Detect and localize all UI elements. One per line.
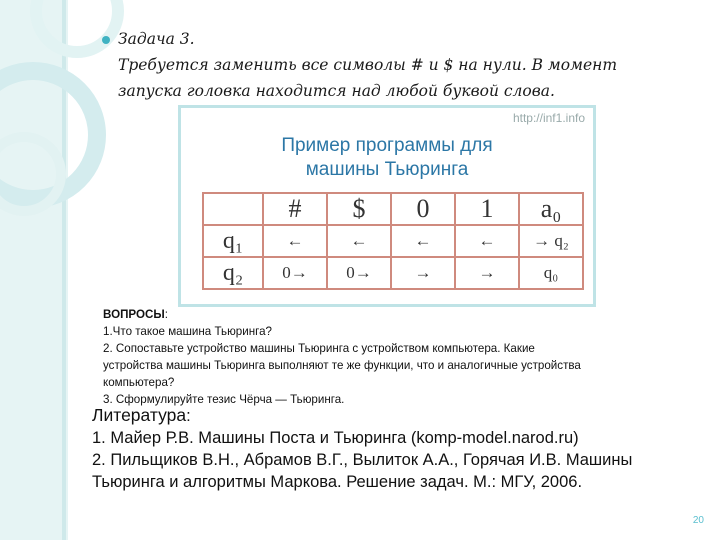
table-row (203, 225, 583, 257)
table-cell: q₀ (519, 257, 583, 289)
questions-block (103, 306, 703, 408)
state-cell: q₁ (203, 225, 263, 257)
figure-title: Пример программы для машины Тьюринга (281, 135, 493, 180)
turing-table (202, 192, 584, 290)
table-cell: ← (263, 225, 327, 257)
table-cell: 0→ (327, 257, 391, 289)
task-block (118, 26, 678, 104)
table-header-cell: a₀ (519, 193, 583, 225)
table-header-cell: # (263, 193, 327, 225)
literature-title: Литература (92, 405, 187, 425)
question-line: 1.Что такое машина Тьюринга? (103, 325, 272, 338)
turing-program-figure (178, 105, 596, 307)
page-number: 20 (692, 515, 704, 526)
literature-item: 1. Майер Р.В. Машины Поста и Тьюринга (komp-model.narod.ru) (92, 429, 579, 447)
literature-block (92, 404, 712, 493)
question-line: 2. Сопоставьте устройство машины Тьюринга с устройством компьютера. Какие (103, 342, 535, 355)
table-cell: ← (327, 225, 391, 257)
state-cell: q₂ (203, 257, 263, 289)
figure-watermark-url: http://inf1.info (512, 111, 585, 125)
literature-item: Тьюринга и алгоритмы Маркова. Решение задач. М.: МГУ, 2006. (92, 473, 583, 491)
questions-title-line: ВОПРОСЫ: (103, 308, 168, 321)
task-text-line: Требуется заменить все символы # и $ на нули. В момент (118, 56, 618, 74)
table-row (203, 257, 583, 289)
task-title: Задача 3. (118, 30, 195, 48)
table-cell: ← (455, 225, 519, 257)
table-cell: ← (391, 225, 455, 257)
table-header-cell: 0 (391, 193, 455, 225)
question-line: устройства машины Тьюринга выполняют те же функции, что и аналогичные устройства (103, 359, 581, 372)
table-cell: → (391, 257, 455, 289)
table-header-cell: 1 (455, 193, 519, 225)
question-line: 3. Сформулируйте тезис Чёрча — Тьюринга. (103, 393, 345, 406)
literature-title-line: Литература: (92, 405, 191, 425)
literature-item: 2. Пильщиков В.Н., Абрамов В.Г., Вылиток А.А., Горячая И.В. Машины (92, 451, 633, 469)
question-line: компьютера? (103, 376, 175, 389)
table-header-cell (203, 193, 263, 225)
table-cell: → (455, 257, 519, 289)
table-header-row (203, 193, 583, 225)
table-cell: → q₂ (519, 225, 583, 257)
table-cell: 0→ (263, 257, 327, 289)
questions-title: ВОПРОСЫ (103, 308, 165, 321)
bullet-icon (102, 36, 110, 44)
task-text-line: запуска головка находится над любой буквой слова. (118, 82, 555, 100)
table-header-cell: $ (327, 193, 391, 225)
